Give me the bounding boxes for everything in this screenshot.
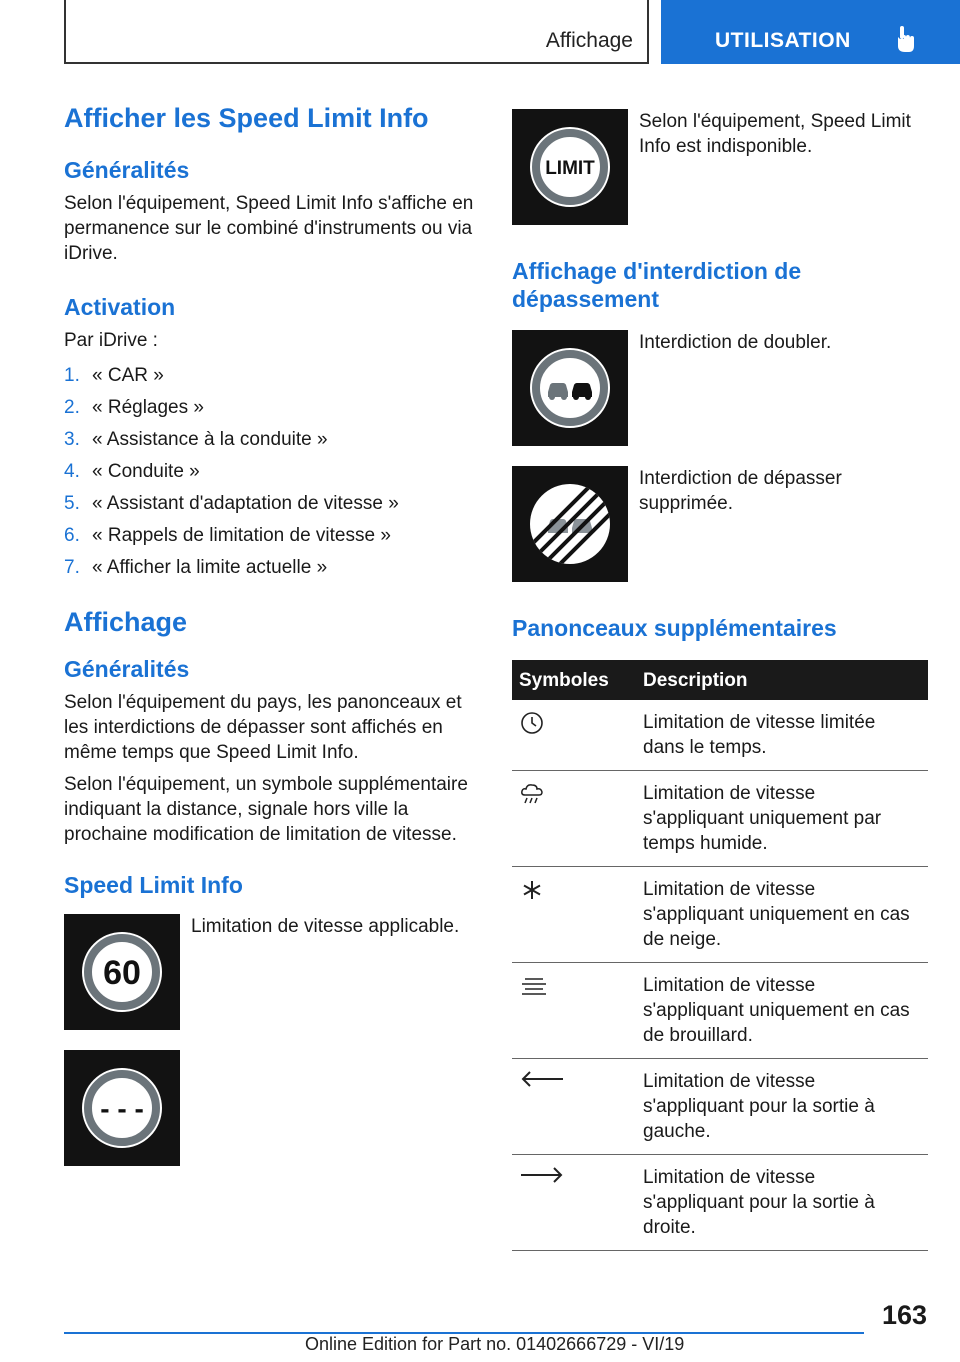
row-description: Limitation de vitesse s'appliquant pour la sortie à droite.: [636, 1155, 928, 1251]
step-text: « Rappels de limitation de vitesse »: [92, 525, 391, 546]
activation-heading: Activation: [64, 294, 176, 320]
chapter-title: UTILISATION: [715, 29, 851, 52]
step-number: 3.: [64, 429, 80, 450]
step-number: 6.: [64, 525, 80, 546]
step-text: « Assistance à la conduite »: [92, 429, 328, 450]
activation-intro: Par iDrive :: [64, 330, 158, 351]
sli-heading: Speed Limit Info: [64, 872, 243, 898]
arrow-left-icon: [519, 1069, 565, 1089]
row-description: Limitation de vitesse s'appliquant uniquement par temps humide.: [636, 771, 928, 867]
end-no-overtaking-sign: [512, 466, 628, 582]
sign-row-end-no-overtaking: [512, 466, 928, 582]
limit-text: Selon l'équipement, Speed Limit Info est indisponible.: [639, 111, 911, 157]
display-text-2: Selon l'équipement, un symbole supplémentaire indiquant la distance, signale hors ville la prochaine modification de limitation de vitesse.: [64, 774, 468, 845]
row-description: Limitation de vitesse s'appliquant uniquement en cas de neige.: [636, 867, 928, 963]
limit-unavailable-sign: [512, 109, 628, 225]
display-title: Affichage: [64, 607, 188, 637]
col-description: Description: [636, 660, 928, 700]
section-title: Affichage: [545, 29, 633, 52]
step-text: « Afficher la limite actuelle »: [92, 557, 328, 578]
no-overtaking-text: Interdiction de doubler.: [639, 332, 832, 353]
general-text: Selon l'équipement, Speed Limit Info s'affiche en permanence sur le combiné d'instruments ou via iDrive.: [64, 193, 474, 264]
row-description: Limitation de vitesse s'appliquant pour la sortie à gauche.: [636, 1059, 928, 1155]
step-item: [64, 360, 482, 392]
col-symbols: Symboles: [512, 660, 636, 700]
fog-icon: [519, 973, 549, 999]
row-description: Limitation de vitesse limitée dans le temps.: [636, 700, 928, 771]
page-title: Afficher les Speed Limit Info: [64, 103, 429, 133]
sign-limit-text: LIMIT: [545, 158, 595, 179]
page-number: 163: [882, 1300, 928, 1330]
activation-steps: [64, 360, 482, 584]
left-column: [64, 100, 482, 1166]
table-row: [512, 700, 928, 771]
step-number: 5.: [64, 493, 80, 514]
table-row: [512, 963, 928, 1059]
sign-dashes-text: - - -: [100, 1093, 144, 1124]
end-no-overtaking-graphic: [522, 476, 618, 572]
row-description: Limitation de vitesse s'appliquant uniquement en cas de brouillard.: [636, 963, 928, 1059]
table-row: [512, 1155, 928, 1251]
step-text: « CAR »: [92, 365, 164, 386]
step-text: « Conduite »: [92, 461, 200, 482]
sign-row-limit: [512, 109, 928, 225]
snowflake-icon: [519, 877, 545, 903]
no-overtaking-graphic: [522, 340, 618, 436]
round-sign-graphic: [74, 1060, 170, 1156]
clock-icon: [519, 710, 545, 736]
rain-cloud-icon: [519, 781, 545, 807]
step-number: 1.: [64, 365, 80, 386]
step-number: 2.: [64, 397, 80, 418]
table-row: [512, 1059, 928, 1155]
sign-row-no-overtaking: [512, 330, 928, 446]
arrow-right-icon: [519, 1165, 565, 1185]
step-item: [64, 552, 482, 584]
step-text: « Assistant d'adaptation de vitesse »: [92, 493, 399, 514]
step-item: [64, 392, 482, 424]
hand-pointer-icon: [895, 26, 915, 52]
sign-60-text: 60: [103, 954, 141, 992]
step-item: [64, 456, 482, 488]
step-number: 7.: [64, 557, 80, 578]
round-sign-graphic: [74, 924, 170, 1020]
table-row: [512, 771, 928, 867]
round-sign-graphic: [522, 119, 618, 215]
sign-row-60: [64, 914, 482, 1030]
supplementary-signs-table: [512, 660, 928, 1251]
step-text: « Réglages »: [92, 397, 204, 418]
sli-text: Limitation de vitesse applicable.: [191, 916, 460, 937]
end-no-overtaking-text: Interdiction de dépasser supprimée.: [639, 468, 842, 514]
step-number: 4.: [64, 461, 80, 482]
step-item: [64, 520, 482, 552]
general-heading: Généralités: [64, 157, 190, 183]
overtaking-heading: Affichage d'interdiction de dépassement: [512, 258, 802, 312]
header-chapter-tab: [661, 0, 960, 64]
no-overtaking-sign: [512, 330, 628, 446]
right-column: [512, 100, 928, 1251]
speed-limit-60-sign: [64, 914, 180, 1030]
footer-edition: Online Edition for Part no. 01402666729 - VI/19: [305, 1334, 685, 1354]
display-text-1: Selon l'équipement du pays, les panonceaux et les interdictions de dépasser sont affichés en même temps que Speed Limit Info.: [64, 692, 462, 763]
step-item: [64, 488, 482, 520]
sign-row-dashes: [64, 1050, 482, 1166]
display-general-heading: Généralités: [64, 656, 190, 682]
header-section-box: [64, 0, 649, 64]
extra-heading: Panonceaux supplémentaires: [512, 615, 837, 641]
speed-limit-unknown-sign: [64, 1050, 180, 1166]
table-row: [512, 867, 928, 963]
table-header-row: [512, 660, 928, 700]
step-item: [64, 424, 482, 456]
